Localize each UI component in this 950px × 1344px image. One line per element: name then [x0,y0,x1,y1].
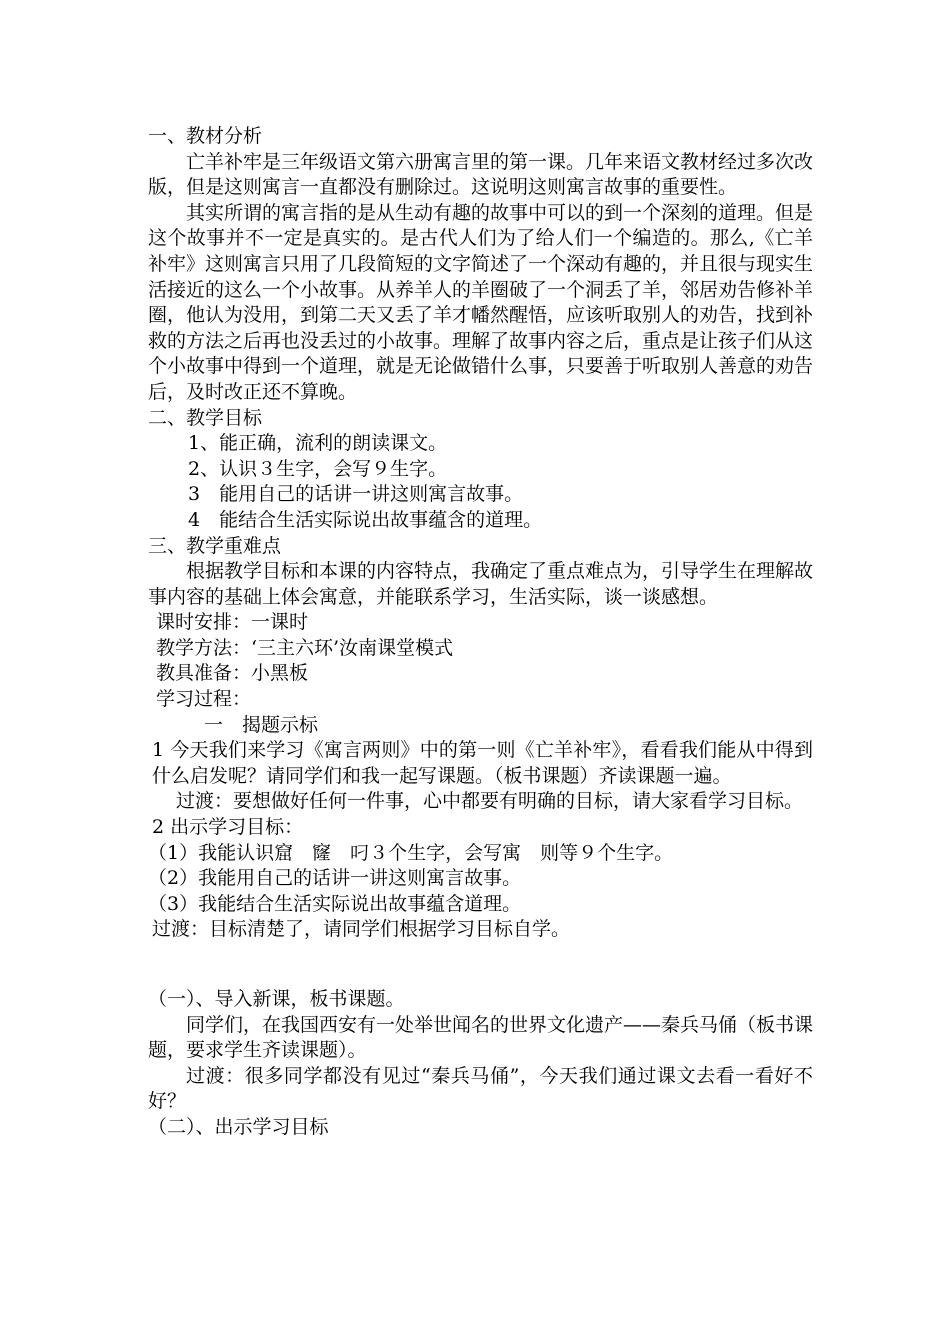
transition-selfstudy: 过渡：目标清楚了，请同学们根据学习目标自学。 [152,918,571,941]
learning-goal-item: （3）我能结合生活实际说出故事蕴含道理。 [148,892,522,915]
step-heading: 一 揭题示标 [204,713,319,736]
paragraph-transition: 过渡：很多同学都没有见过“秦兵马俑”，今天我们通过课文去看一看好不好？ [148,1064,813,1113]
goal-item: 1、能正确，流利的朗读课文。 [188,432,448,455]
part-heading-goals: （二）、出示学习目标 [148,1115,329,1138]
goal-item: 3 能用自己的话讲一讲这则寓言故事。 [188,483,524,506]
section-heading-goals: 二、教学目标 [148,406,263,429]
paragraph-analysis-2: 其实所谓的寓言指的是从生动有趣的故事中可以的到一个深刻的道理。但是这个故事并不一定是真实的。是古代人们为了给人们一个编造的。那么,《亡羊补牢》这则寓言只用了几段简短的文字简述了一个深动有趣的，并且很与现实生活接近的这么一个小故事。从养羊人的羊圈破了一个洞丢了羊，邻居劝告修补羊圈，他认为没用，到第二天又丢了羊才幡然醒悟，应该听取别人的劝告，找到补救的方法之后再也没丢过的小故事。理解了故事内容之后，重点是让孩子们从这个小故事中得到一个道理，就是无论做错什么事，只要善于听取别人善意的劝告后，及时改正还不算晚。 [148,201,814,403]
transition-goals: 过渡：要想做好任何一件事，心中都要有明确的目标，请大家看学习目标。 [176,790,804,813]
paragraph-step1: 1 今天我们来学习《寓言两则》中的第一则《亡羊补牢》，看看我们能从中得到什么启发呢？请同学们和我一起写课题。（板书课题）齐读课题一遍。 [152,739,813,787]
meta-method: 教学方法：‘三主六环’汝南课堂模式 [156,636,454,659]
goal-item: 4 能结合生活实际说出故事蕴含的道理。 [188,508,543,531]
goal-item: 2、认识３生字，会写９生字。 [188,457,448,480]
document-page [148,124,813,1141]
learning-goal-item: （1）我能认识窟 窿 叼３个生字，会写寓 则等９个生字。 [148,841,674,864]
section-heading-keypoints: 三、教学重难点 [148,534,282,557]
meta-schedule: 课时安排：一课时 [156,611,309,634]
paragraph-keypoints: 根据教学目标和本课的内容特点，我确定了重点难点为，引导学生在理解故事内容的基础上体会寓意，并能联系学习，生活实际，谈一谈感想。 [148,560,814,608]
meta-tools: 教具准备：小黑板 [156,662,309,685]
section-heading-analysis: 一、教材分析 [148,125,263,147]
paragraph-terracotta: 同学们，在我国西安有一处举世闻名的世界文化遗产——秦兵马俑（板书课题，要求学生齐读课题）。 [148,1013,814,1062]
learning-goal-item: （2）我能用自己的话讲一讲这则寓言故事。 [148,867,522,890]
paragraph-analysis-1: 亡羊补牢是三年级语文第六册寓言里的第一课。几年来语文教材经过多次改版，但是这则寓言一直都没有删除过。这说明这则寓言故事的重要性。 [148,150,814,199]
meta-process: 学习过程： [156,688,252,711]
part-heading-intro: （一）、导入新课，板书课题。 [148,988,405,1010]
goals-subheading: 2 出示学习目标： [152,816,304,839]
blank-line [148,943,813,987]
